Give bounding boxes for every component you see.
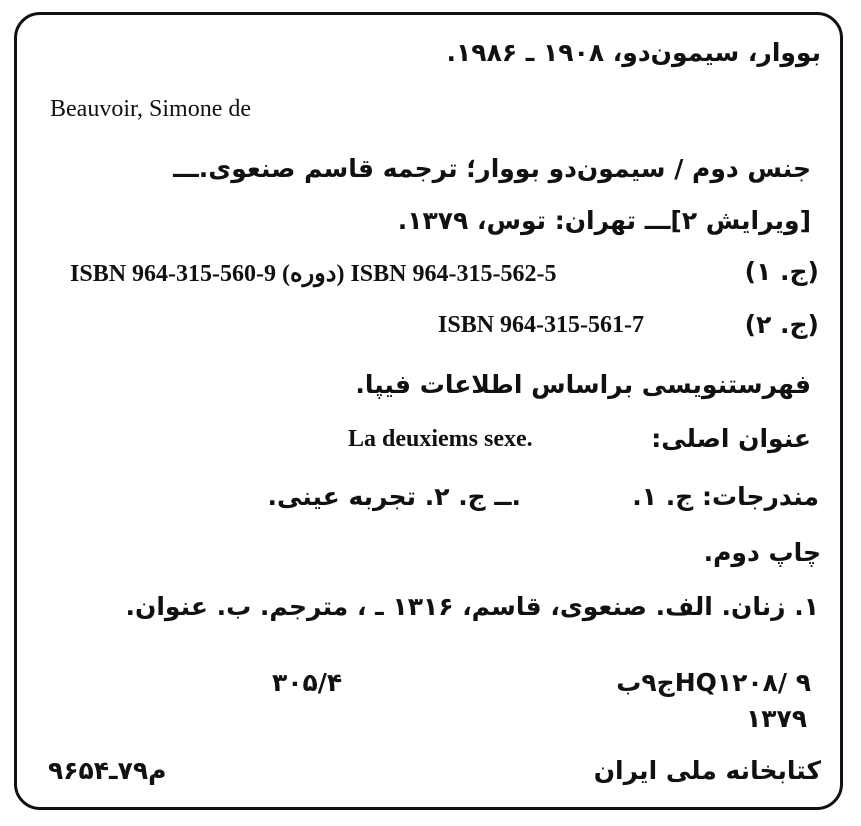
isbn-line-1 xyxy=(70,259,556,288)
cataloging-note: فهرستنویسی براساس اطلاعات فیپا. xyxy=(355,370,811,399)
isbn-line-2-value: ISBN 964-315-561-7 xyxy=(438,312,645,338)
library-name: کتابخانه ملی ایران xyxy=(593,756,821,785)
isbn-line-1-value: ISBN 964-315-560-9 (دوره) ISBN 964-315-562-5 xyxy=(70,261,557,287)
original-title-value: La deuxiems sexe. xyxy=(348,426,533,452)
isbn-line-1-label: (ج. ۱) xyxy=(744,257,819,286)
author-latin-name: Beauvoir, Simone de xyxy=(50,96,251,122)
record-number: م۷۹ـ۹۶۵۴ xyxy=(48,756,167,785)
isbn-line-2-label: (ج. ۲) xyxy=(744,310,819,339)
original-title-label: عنوان اصلی: xyxy=(651,424,811,453)
title-statement-line-1: جنس دوم / سیمون‌دو بووار؛ ترجمه قاسم صنعوی.ـــ xyxy=(173,154,811,183)
contents-part-1: مندرجات: ج. ۱. xyxy=(632,482,819,511)
author-heading: بووار، سیمون‌دو، ۱۹۰۸ ـ ۱۹۸۶. xyxy=(446,38,821,67)
subject-tracings: ۱. زنان. الف. صنعوی، قاسم، ۱۳۱۶ ـ ، مترجم. ب. عنوان. xyxy=(125,592,819,621)
contents-part-2: .ــ ج. ۲. تجربه عینی. xyxy=(267,482,521,511)
dewey-number: ۳۰۵/۴ xyxy=(272,668,343,697)
title-statement-line-2: [ویرایش ۲]ـــ تهران: توس، ۱۳۷۹. xyxy=(397,206,811,235)
lc-year: ۱۳۷۹ xyxy=(745,704,807,733)
edition-statement: چاپ دوم. xyxy=(703,538,821,567)
lc-call-number: HQ۱۲۰۸/ ۹ج۹ب xyxy=(616,668,811,697)
